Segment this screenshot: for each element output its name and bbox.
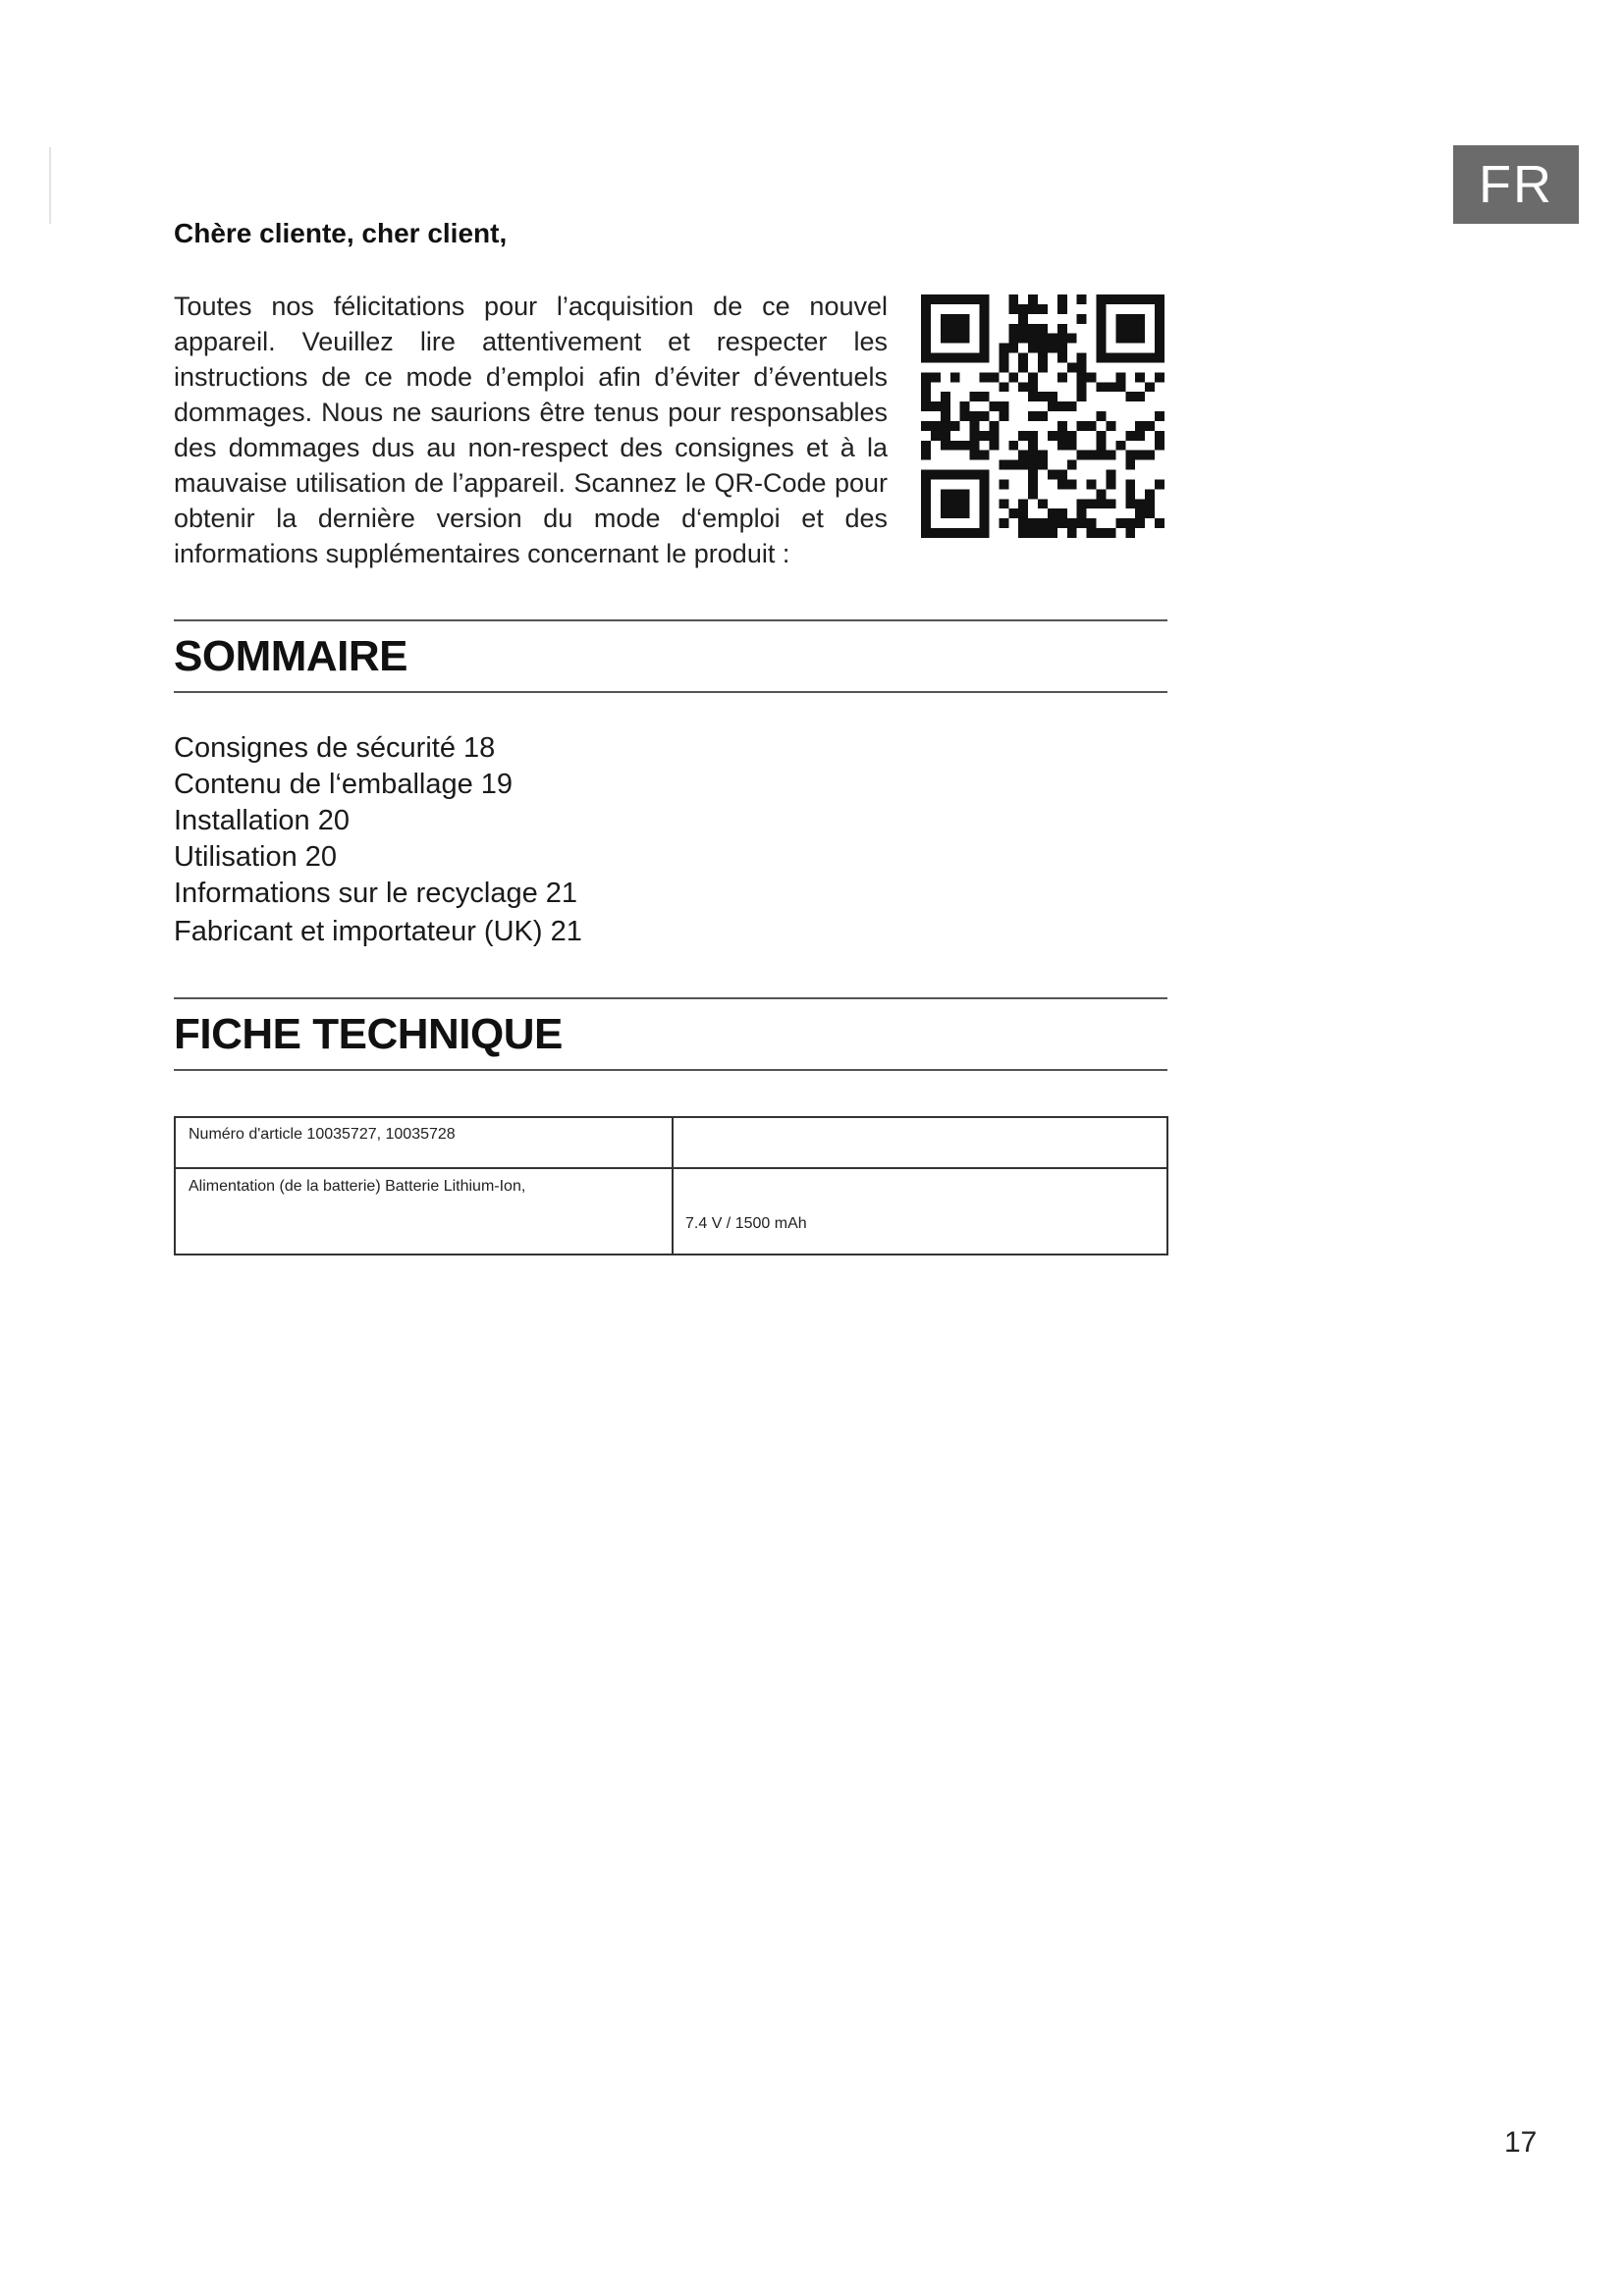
qr-code-icon[interactable] — [921, 294, 1164, 538]
margin-rule — [49, 147, 51, 224]
summary-item[interactable]: Fabricant et importateur (UK) 21 — [174, 916, 582, 947]
language-badge: FR — [1453, 145, 1579, 224]
summary-item[interactable]: Consignes de sécurité 18 — [174, 732, 496, 764]
summary-item[interactable]: Informations sur le recyclage 21 — [174, 878, 578, 909]
greeting: Chère cliente, cher client, — [174, 218, 508, 248]
spec-power-supply: Alimentation (de la batterie) Batterie Lithium-Ion, — [189, 1178, 526, 1195]
summary-section-header — [174, 619, 1167, 693]
spec-power-value: 7.4 V / 1500 mAh — [685, 1215, 807, 1232]
summary-item[interactable]: Installation 20 — [174, 805, 350, 836]
summary-title: SOMMAIRE — [174, 632, 407, 680]
page-number: 17 — [1504, 2126, 1538, 2159]
spec-article-number: Numéro d'article 10035727, 10035728 — [189, 1126, 456, 1143]
intro-paragraph: Toutes nos félicitations pour l’acquisition de ce nouvel appareil. Veuillez lire attentivement et respecter les instructions de ce mode d’emploi afin d’éviter d’éventuels dommages. Nous ne saurions être tenus pour responsables des dommages dus au non-respect des consignes et à la mauvaise utilisation de l’appareil. Scannez le QR-Code pour obtenir la dernière version du mode d‘emploi et des informations supplémentaires concernant le produit : — [174, 292, 888, 568]
summary-list — [174, 730, 582, 950]
tech-sheet-title: FICHE TECHNIQUE — [174, 1010, 563, 1058]
summary-item[interactable]: Contenu de l‘emballage 19 — [174, 769, 514, 800]
qr-code-graphic — [921, 294, 1164, 538]
summary-item[interactable]: Utilisation 20 — [174, 841, 338, 873]
tech-sheet-section-header — [174, 997, 1167, 1071]
